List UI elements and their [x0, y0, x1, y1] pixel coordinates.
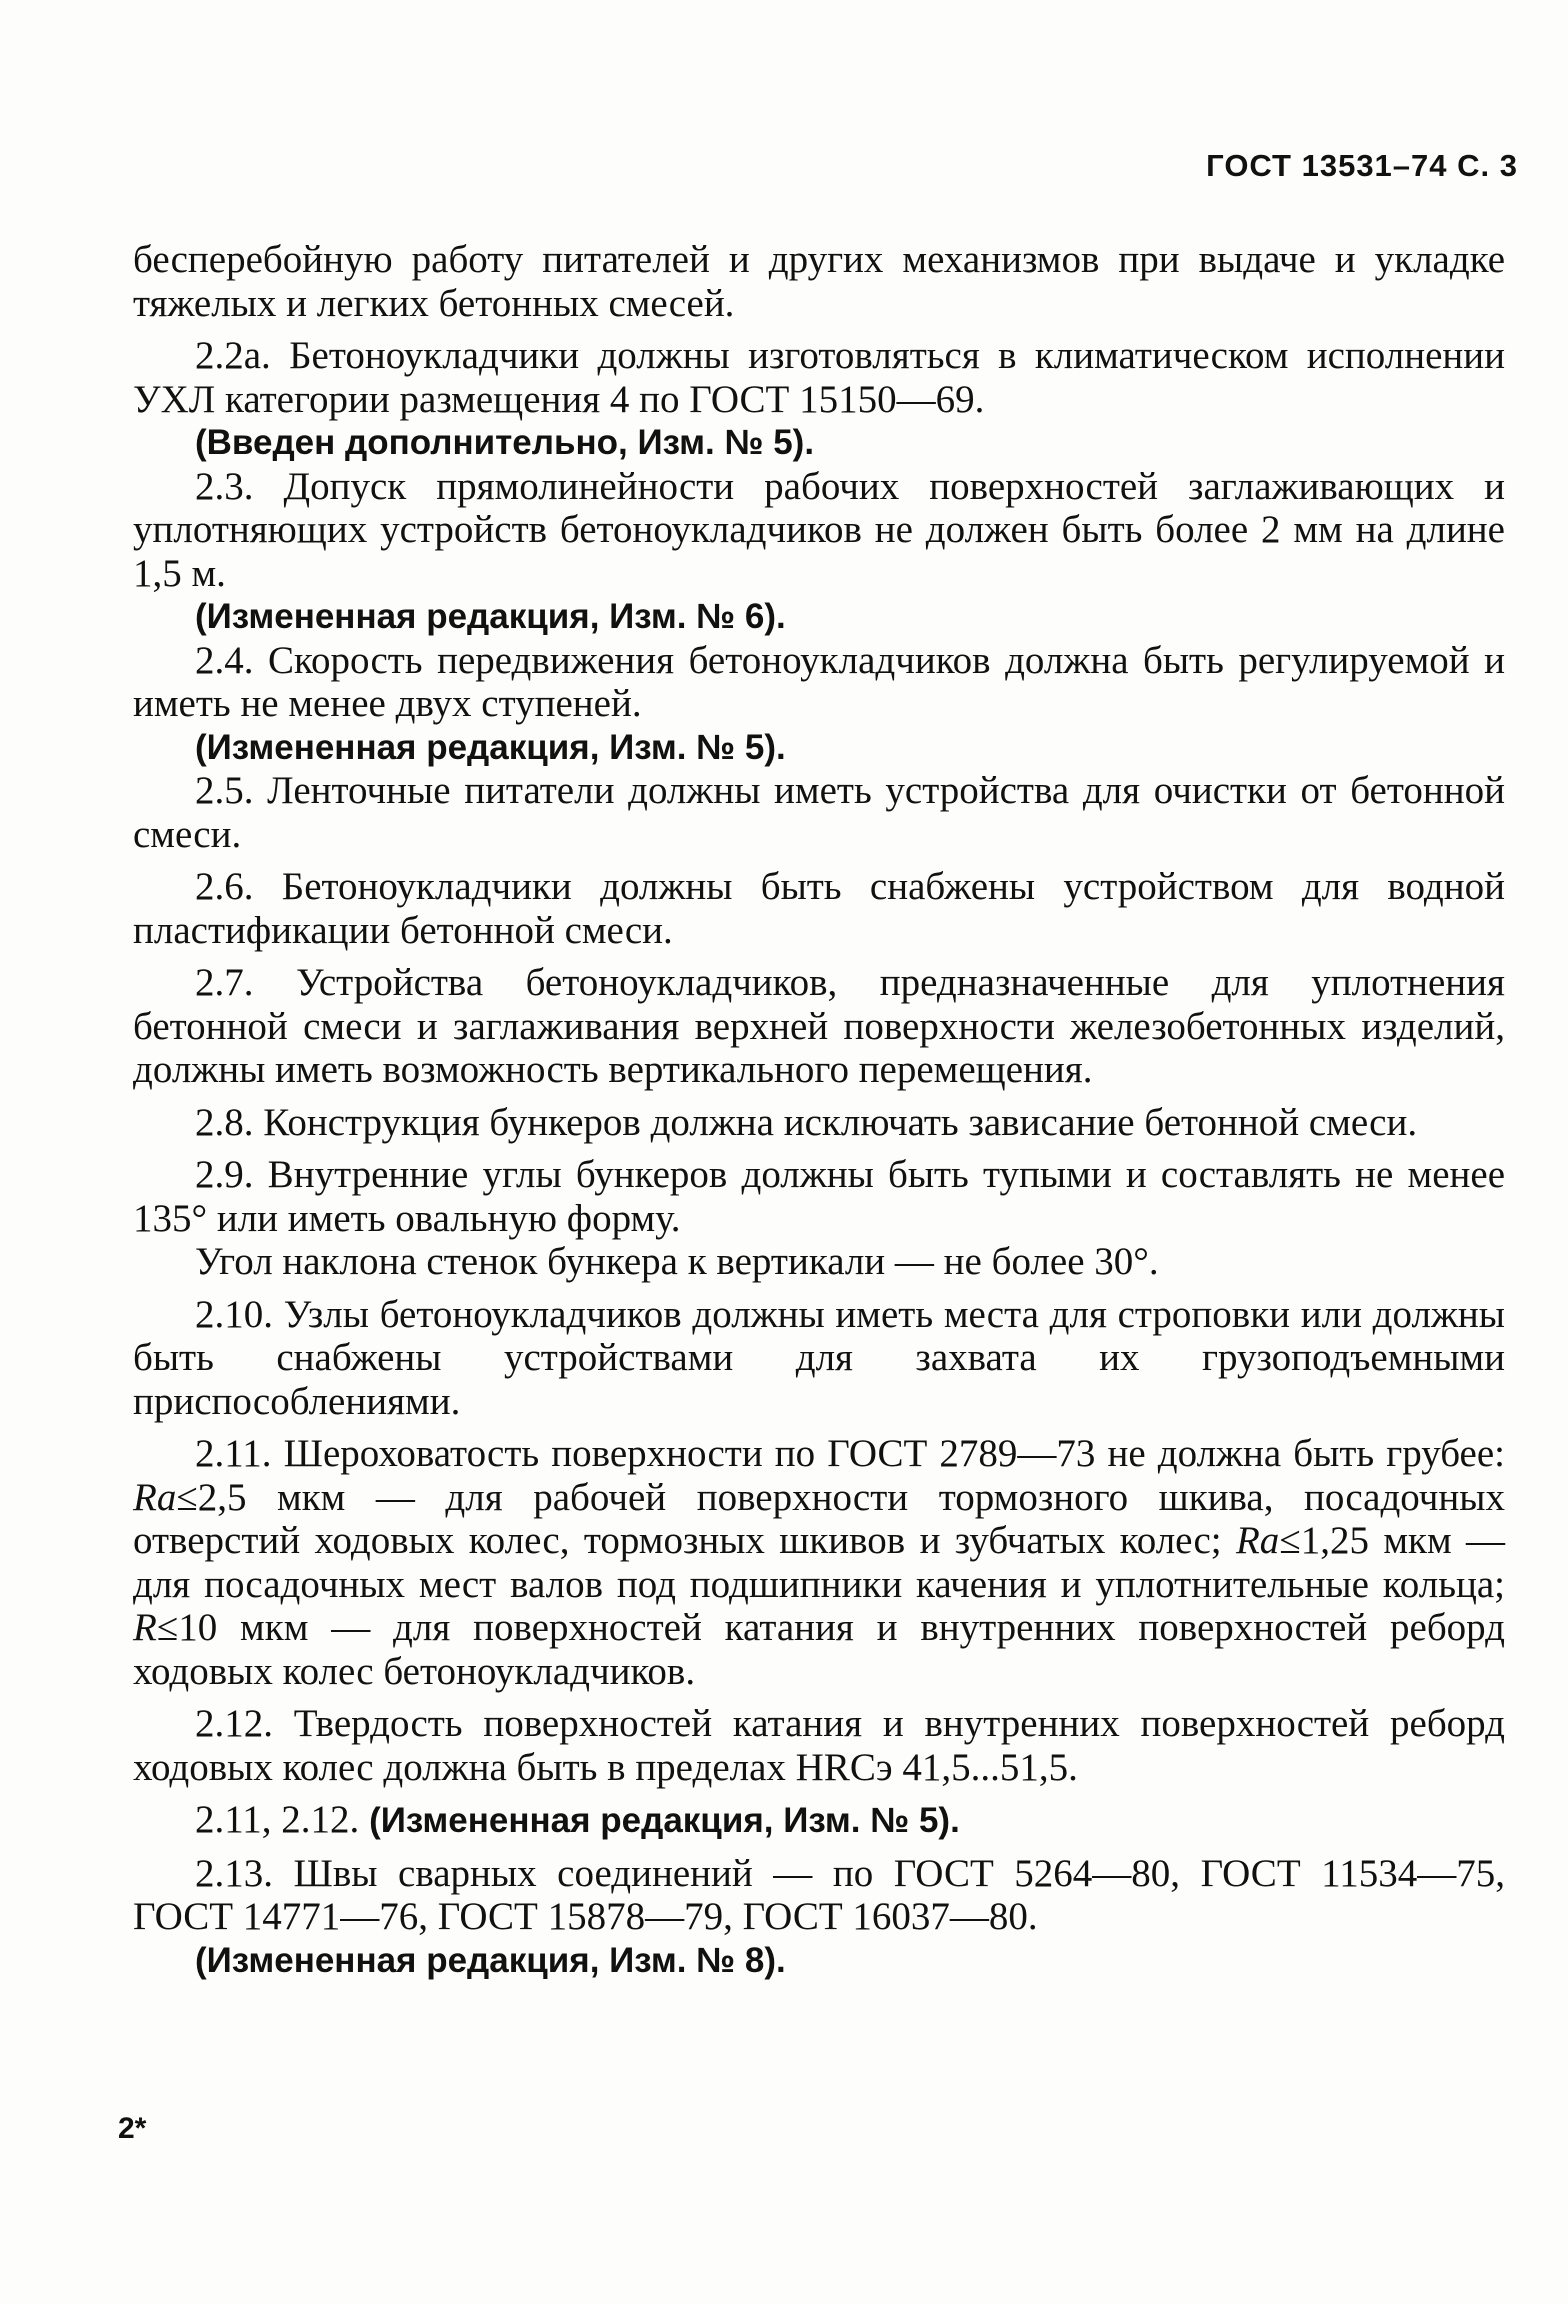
paragraph-2-9-angle: Угол наклона стенок бункера к вертикали — не более 30°.: [195, 1240, 1159, 1283]
paragraph-2-4: 2.4. Скорость передвижения бетоноукладчиков должна быть регулируемой и иметь не менее двух ступеней.: [133, 638, 1505, 725]
paragraph-2-5: 2.5. Ленточные питатели должны иметь устройства для очистки от бетонной смеси.: [133, 769, 1505, 856]
roughness-symbol: Ra: [133, 1475, 177, 1519]
roughness-symbol: R: [133, 1606, 157, 1649]
page-header: ГОСТ 13531–74 С. 3: [1206, 148, 1518, 183]
note-prefix: 2.11, 2.12.: [195, 1798, 370, 1841]
paragraph-2-11-text: ≤10 мкм — для поверхностей катания и внутренних поверхностей реборд ходовых колес бетоноукладчиков.: [133, 1606, 1505, 1693]
page-footer-mark: 2*: [118, 2112, 147, 2145]
amendment-note: (Введен дополнительно, Изм. № 5).: [195, 423, 815, 462]
paragraph-2-10: 2.10. Узлы бетоноукладчиков должны иметь места для строповки или должны быть снабжены устройствами для захвата их грузоподъемными приспособлениями.: [133, 1292, 1505, 1423]
paragraph-2-13: 2.13. Швы сварных соединений — по ГОСТ 5264—80, ГОСТ 11534—75, ГОСТ 14771—76, ГОСТ 15878—79, ГОСТ 16037—80.: [133, 1851, 1505, 1938]
paragraph-2-3: 2.3. Допуск прямолинейности рабочих поверхностей заглаживающих и уплотняющих устройств бетоноукладчиков не должен быть более 2 мм на длине 1,5 м.: [133, 464, 1505, 595]
paragraph-continuation: бесперебойную работу питателей и других механизмов при выдаче и укладке тяжелых и легких бетонных смесей.: [133, 238, 1505, 325]
paragraph-2-6: 2.6. Бетоноукладчики должны быть снабжены устройством для водной пластификации бетонной смеси.: [133, 865, 1505, 952]
paragraph-2-2a: 2.2а. Бетоноукладчики должны изготовляться в климатическом исполнении УХЛ категории размещения 4 по ГОСТ 15150—69.: [133, 334, 1505, 421]
roughness-symbol: Ra: [1235, 1519, 1280, 1562]
amendment-note: (Измененная редакция, Изм. № 8).: [195, 1940, 786, 1980]
amendment-note: (Измененная редакция, Изм. № 5).: [195, 727, 786, 767]
paragraph-2-11-2-12-note: [133, 1798, 1505, 1843]
paragraph-2-8: 2.8. Конструкция бункеров должна исключать зависание бетонной смеси.: [195, 1100, 1418, 1144]
amendment-note: (Измененная редакция, Изм. № 5).: [369, 1801, 960, 1840]
paragraph-2-11-text: ≤2,5 мкм — для рабочей поверхности тормозного шкива, посадочных отверстий ходовых колес, тормозных шкивов и зубчатых колес;: [133, 1475, 1505, 1562]
amendment-note: (Измененная редакция, Изм. № 6).: [195, 597, 786, 636]
paragraph-2-9: 2.9. Внутренние углы бункеров должны быть тупыми и составлять не менее 135° или иметь овальную форму.: [133, 1153, 1505, 1240]
paragraph-2-12: 2.12. Твердость поверхностей катания и внутренних поверхностей реборд ходовых колес должна быть в пределах HRCэ 41,5...51,5.: [133, 1702, 1505, 1789]
paragraph-2-11: [133, 1432, 1505, 1693]
document-body: [133, 238, 1505, 1982]
paragraph-2-7: 2.7. Устройства бетоноукладчиков, предназначенные для уплотнения бетонной смеси и заглаживания верхней поверхности железобетонных изделий, должны иметь возможность вертикального перемещения.: [133, 961, 1505, 1091]
paragraph-2-11-text: ≤1,25 мкм — для посадочных мест валов под подшипники качения и уплотнительные кольца;: [133, 1519, 1506, 1606]
paragraph-2-11-text: 2.11. Шероховатость поверхности по ГОСТ 2789—73 не должна быть грубее:: [195, 1432, 1505, 1475]
